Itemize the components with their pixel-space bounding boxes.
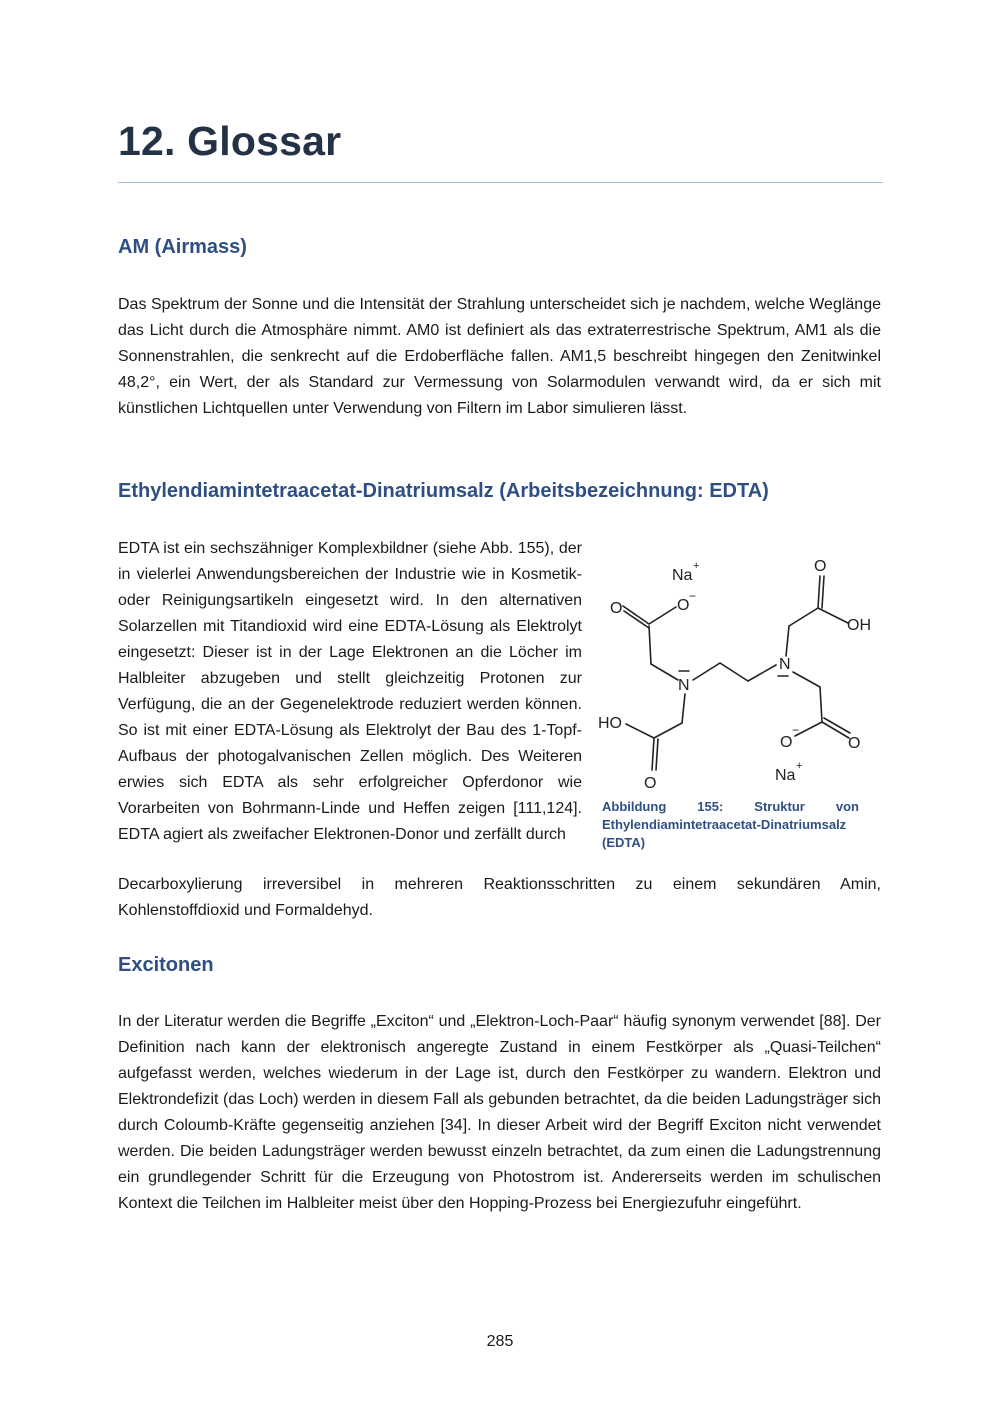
charge-minus: −	[689, 589, 697, 603]
oxygen-label: O	[848, 735, 861, 752]
page-number: 285	[486, 1333, 514, 1350]
sodium-label: Na	[775, 767, 796, 784]
nitrogen-label: N	[779, 656, 791, 673]
bond	[656, 739, 658, 770]
section-body-edta-continued: Decarboxylierung irreversibel in mehreren Reaktionsschritten zu einem sekundären Amin,	[118, 876, 881, 893]
section-body-am: Das Spektrum der Sonne und die Intensität der Strahlung unterscheidet sich je nachdem, welche Weglänge das Licht durch die Atmosphäre nimmt. AM0 ist definiert als das extraterrestrische Spektrum, AM1 als die Sonnenstrahlen, die senkrecht auf die Erdoberfläche fallen. AM1,5 beschreibt hingegen den Zenitwinkel 48,2°, ein Wert, der als Standard zur Vermessung von Solarmodulen verwandt wird, da er sich mit künstlichen Lichtquellen unter Verwendung von Filtern im Labor simulieren lässt.	[118, 296, 881, 417]
bond	[795, 722, 822, 736]
charge-plus: +	[796, 760, 803, 772]
figure-caption-label: Abbildung 155: Struktur von	[602, 799, 859, 814]
bond	[652, 738, 654, 770]
bond	[818, 576, 820, 608]
bond	[786, 626, 789, 656]
oxygen-label: O	[677, 597, 690, 614]
bond	[623, 606, 649, 624]
charge-plus: +	[693, 560, 700, 572]
bond	[682, 694, 685, 723]
section-body-edta-end: Kohlenstoffdioxid und Formaldehyd.	[118, 902, 373, 919]
bond	[624, 611, 649, 628]
hydroxyl-label: HO	[598, 715, 622, 732]
title-divider	[118, 182, 883, 183]
bond	[654, 723, 682, 738]
bond	[793, 672, 820, 687]
oxygen-label: O	[780, 734, 793, 751]
oxygen-label: O	[610, 600, 623, 617]
charge-minus: −	[792, 723, 800, 737]
sodium-label: Na	[672, 567, 693, 584]
figure-caption-text: Ethylendiamintetraacetat-Dinatriumsalz (EDTA)	[602, 817, 847, 850]
bond	[693, 663, 720, 680]
bond	[649, 626, 651, 664]
chapter-title: 12. Glossar	[118, 118, 342, 164]
edta-structure-figure	[596, 556, 881, 792]
bond	[789, 608, 818, 626]
hydroxyl-label: OH	[847, 617, 871, 634]
bond	[649, 607, 676, 624]
oxygen-label: O	[644, 775, 657, 792]
bond	[820, 687, 822, 722]
bond	[822, 576, 824, 608]
bond	[651, 664, 678, 680]
bond	[818, 608, 848, 623]
bond	[748, 665, 776, 681]
section-body-excitonen: In der Literatur werden die Begriffe „Exciton“ und „Elektron-Loch-Paar“ häufig synonym verwendet [88]. Der Definition nach kann der elektronisch angeregte Zustand in einem Festkörper als „Quasi-Teilchen“ aufgefasst werden, welches wiederum in der Lage ist, durch den Festkörper zu wandern. Elektron und Elektrondefizit (das Loch) werden in diesem Fall als gebunden betrachtet, da die beiden Ladungsträger sich durch Coloumb-Kräfte gegenseitig anziehen [34]. In dieser Arbeit wird der Begriff Exciton nicht verwendet werden. Die beiden Ladungsträger werden bewusst einzeln betrachtet, da zum einen die Ladungstrennung ein grundlegender Schritt für die Erzeugung von Photostrom ist. Andererseits werden im schulischen Kontext die Teilchen im Halbleiter meist über den Hopping-Prozess bei Energiezufuhr eingeführt.	[118, 1013, 881, 1212]
bond	[720, 663, 748, 681]
section-heading-am: AM (Airmass)	[118, 236, 247, 258]
section-heading-excitonen: Excitonen	[118, 954, 214, 976]
bond	[626, 724, 654, 738]
section-body-edta: EDTA ist ein sechszähniger Komplexbildner (siehe Abb. 155), der in vielerlei Anwendungsbereichen der Industrie wie in Kosmetik- oder Reinigungsartikeln eingesetzt wird. In den alternativen Solarzellen mit Titandioxid wird eine EDTA-Lösung als Elektrolyt eingesetzt: Dieser ist in der Lage Elektronen an die Löcher im Halbleiter abzugeben und stellt gleichzeitig Protonen zur Verfügung, die an der Gegenelektrode reduziert werden können. So ist mit einer EDTA-Lösung als Elektrolyt der Bau des 1-Topf-Aufbaus der photogalvanischen Zellen möglich. Des Weiteren erwies sich EDTA als sehr erfolgreicher Opferdonor wie Vorarbeiten von Bohrmann-Linde und Heffen zeigen [111,124]. EDTA agiert als zweifacher Elektronen-Donor und zerfällt durch	[118, 540, 582, 843]
section-heading-edta: Ethylendiamintetraacetat-Dinatriumsalz (Arbeitsbezeichnung: EDTA)	[118, 480, 769, 502]
figure-caption	[602, 798, 859, 852]
nitrogen-label: N	[678, 677, 690, 694]
oxygen-label: O	[814, 558, 827, 575]
